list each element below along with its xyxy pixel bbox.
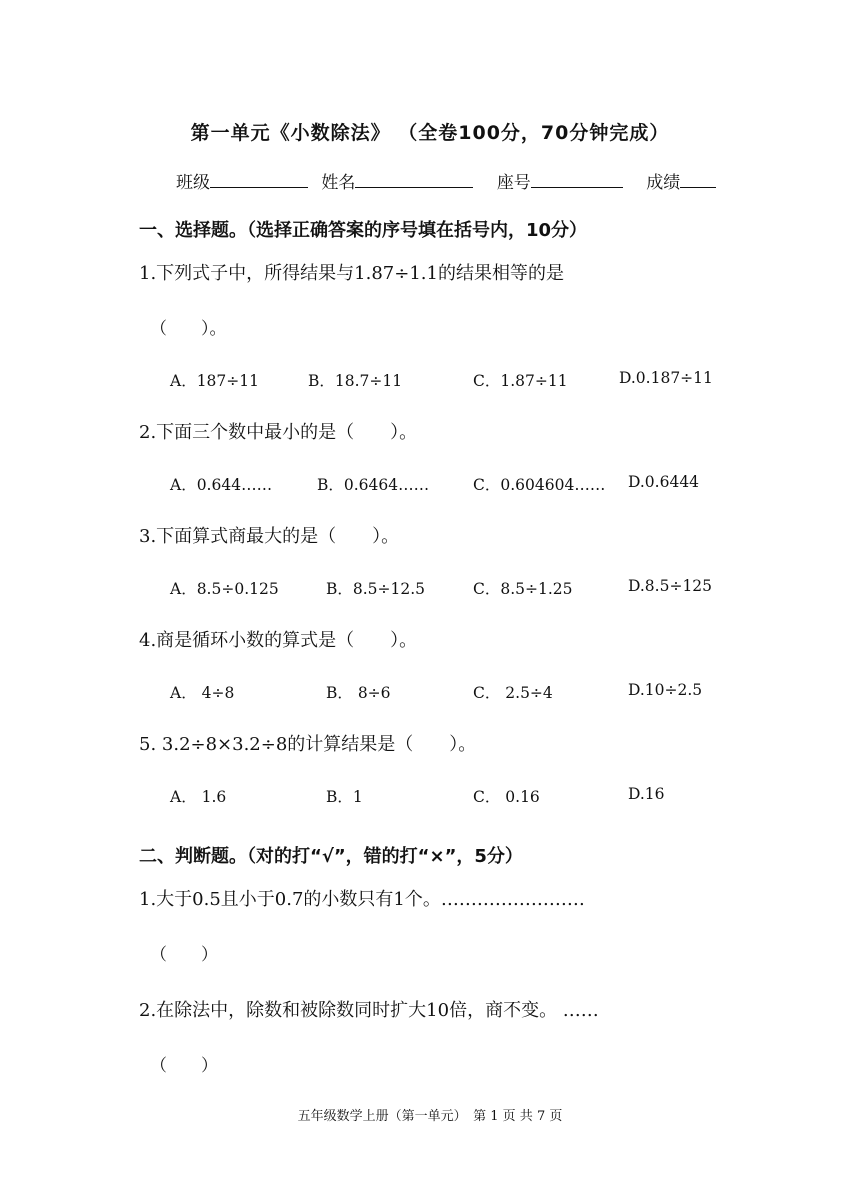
option-1-4-a: A． 4÷8 <box>170 684 235 702</box>
option-1-5-b: B．1 <box>326 788 363 806</box>
section2-heading: 二、判断题。（对的打“√”，错的打“×”，5分） <box>139 846 523 867</box>
seat-blank[interactable] <box>531 171 623 188</box>
option-1-4-d: D.10÷2.5 <box>628 681 703 699</box>
score-label: 成绩 <box>646 173 681 193</box>
option-1-3-c: C．8.5÷1.25 <box>473 580 573 598</box>
option-1-2-d: D.0.6444 <box>628 473 700 491</box>
option-1-5-d: D.16 <box>628 785 665 803</box>
option-1-2-c: C．0.604604…… <box>473 476 606 494</box>
option-1-1-b: B．18.7÷11 <box>308 372 403 390</box>
option-1-3-a: A．8.5÷0.125 <box>170 580 279 598</box>
option-1-1-c: C．1.87÷11 <box>473 372 568 390</box>
question-1-2: 2.下面三个数中最小的是（ ）。 <box>139 422 418 443</box>
section1-heading: 一、选择题。（选择正确答案的序号填在括号内，10分） <box>139 220 588 241</box>
student-info-line <box>176 168 716 193</box>
option-1-5-c: C． 0.16 <box>473 788 540 806</box>
option-1-4-c: C． 2.5÷4 <box>473 684 553 702</box>
seat-label: 座号 <box>496 173 531 193</box>
question-1-4: 4.商是循环小数的算式是（ ）。 <box>139 630 418 651</box>
name-blank[interactable] <box>355 171 473 188</box>
question-2-1: 1.大于0.5且小于0.7的小数只有1个。…………………… <box>139 889 585 910</box>
question-1-3: 3.下面算式商最大的是（ ）。 <box>139 526 400 547</box>
option-1-3-d: D.8.5÷125 <box>628 577 713 595</box>
class-blank[interactable] <box>210 171 308 188</box>
option-1-2-b: B．0.6464…… <box>317 476 430 494</box>
option-1-5-a: A． 1.6 <box>170 788 227 806</box>
question-2-2: 2.在除法中，除数和被除数同时扩大10倍，商不变。 …… <box>139 1000 599 1021</box>
question-1-1: 1.下列式子中，所得结果与1.87÷1.1的结果相等的是 <box>139 263 564 284</box>
name-label: 姓名 <box>321 173 356 193</box>
option-1-1-d: D.0.187÷11 <box>619 369 713 387</box>
option-1-3-b: B．8.5÷12.5 <box>326 580 426 598</box>
question-1-5: 5. 3.2÷8×3.2÷8的计算结果是（ ）。 <box>139 734 477 755</box>
page-title: 第一单元《小数除法》 （全卷100分，70分钟完成） <box>190 122 670 144</box>
option-1-4-b: B． 8÷6 <box>326 684 391 702</box>
option-1-2-a: A．0.644…… <box>170 476 273 494</box>
page-footer: 五年级数学上册（第一单元） 第 1 页 共 7 页 <box>297 1109 563 1124</box>
option-1-1-a: A．187÷11 <box>170 372 259 390</box>
class-label: 班级 <box>176 173 210 193</box>
answer-paren-2-1[interactable]: （ ） <box>150 945 218 965</box>
answer-paren-1-1[interactable]: （ ）。 <box>150 319 227 339</box>
answer-paren-2-2[interactable]: （ ） <box>150 1056 218 1076</box>
score-blank[interactable] <box>680 171 716 188</box>
